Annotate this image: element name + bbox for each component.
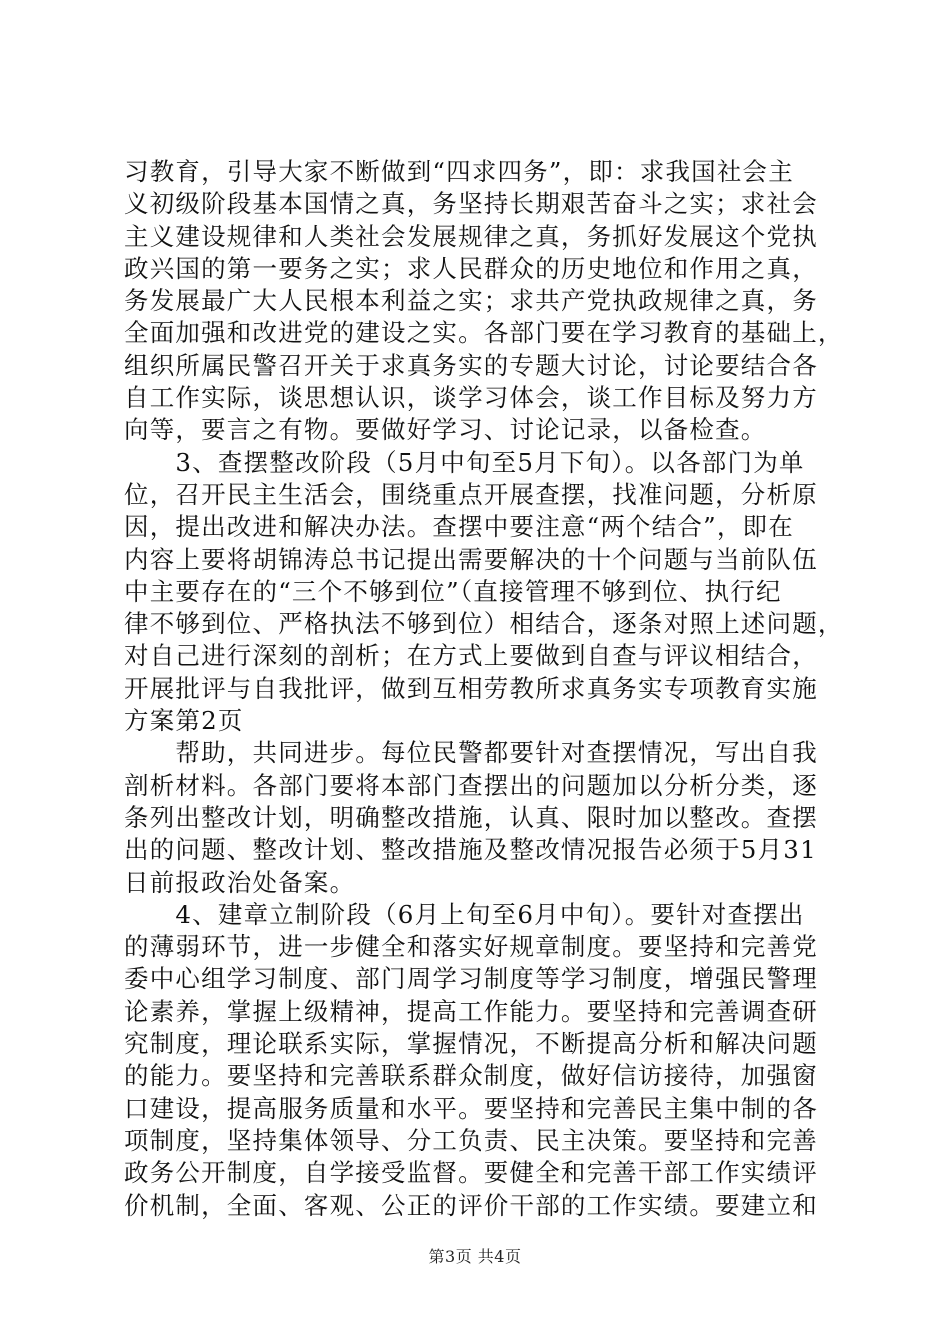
text-line: 对自己进行深刻的剖析；在方式上要做到自查与评议相结合， xyxy=(124,641,818,671)
text-line: 主义建设规律和人类社会发展规律之真，务抓好发展这个党执 xyxy=(124,221,818,251)
text-line: 向等，要言之有物。要做好学习、讨论记录，以备检查。 xyxy=(124,415,767,445)
text-line: 务发展最广大人民根本利益之实；求共产党执政规律之真，务 xyxy=(124,286,818,316)
text-line: 自工作实际，谈思想认识，谈学习体会，谈工作目标及努力方 xyxy=(124,383,818,413)
text-line: 开展批评与自我批评，做到互相劳教所求真务实专项教育实施 xyxy=(124,673,818,703)
page-footer: 第3页 共4页 xyxy=(428,1247,522,1266)
text-line: 究制度，理论联系实际，掌握情况，不断提高分析和解决问题 xyxy=(124,1029,818,1059)
text-line: 政兴国的第一要务之实；求人民群众的历史地位和作用之真， xyxy=(124,253,818,283)
text-line: 组织所属民警召开关于求真务实的专题大讨论，讨论要结合各 xyxy=(124,350,818,380)
text-line: 4、建章立制阶段（6月上旬至6月中旬）。要针对查摆出 xyxy=(124,899,805,929)
text-line: 因，提出改进和解决办法。查摆中要注意“两个结合”，即在 xyxy=(124,512,794,542)
text-line: 口建设，提高服务质量和水平。要坚持和完善民主集中制的各 xyxy=(124,1093,818,1123)
text-line: 的能力。要坚持和完善联系群众制度，做好信访接待，加强窗 xyxy=(124,1061,818,1091)
text-line: 论素养，掌握上级精神，提高工作能力。要坚持和完善调查研 xyxy=(124,996,818,1026)
text-line: 价机制，全面、客观、公正的评价干部的工作实绩。要建立和 xyxy=(124,1190,818,1220)
text-line: 内容上要将胡锦涛总书记提出需要解决的十个问题与当前队伍 xyxy=(124,544,818,574)
text-line: 义初级阶段基本国情之真，务坚持长期艰苦奋斗之实；求社会 xyxy=(124,189,818,219)
text-line: 方案第2页 xyxy=(124,706,244,736)
text-line: 项制度，坚持集体领导、分工负责、民主决策。要坚持和完善 xyxy=(124,1125,818,1155)
text-line: 3、查摆整改阶段（5月中旬至5月下旬）。以各部门为单 xyxy=(124,447,805,477)
text-line: 律不够到位、严格执法不够到位）相结合，逐条对照上述问题， xyxy=(124,609,844,639)
text-line: 帮助，共同进步。每位民警都要针对查摆情况，写出自我 xyxy=(124,738,818,768)
text-line: 日前报政治处备案。 xyxy=(124,867,356,897)
text-line: 委中心组学习制度、部门周学习制度等学习制度，增强民警理 xyxy=(124,964,818,994)
text-line: 位，召开民主生活会，围绕重点开展查摆，找准问题，分析原 xyxy=(124,479,818,509)
document-body xyxy=(124,156,844,1222)
text-line: 政务公开制度，自学接受监督。要健全和完善干部工作实绩评 xyxy=(124,1158,818,1188)
text-line: 剖析材料。各部门要将本部门查摆出的问题加以分析分类，逐 xyxy=(124,770,818,800)
text-line: 中主要存在的“三个不够到位”（直接管理不够到位、执行纪 xyxy=(124,576,782,606)
text-line: 的薄弱环节，进一步健全和落实好规章制度。要坚持和完善党 xyxy=(124,932,818,962)
text-line: 全面加强和改进党的建设之实。各部门要在学习教育的基础上， xyxy=(124,318,844,348)
text-line: 条列出整改计划，明确整改措施，认真、限时加以整改。查摆 xyxy=(124,802,818,832)
text-line: 出的问题、整改计划、整改措施及整改情况报告必须于5月31 xyxy=(124,835,817,865)
text-line: 习教育，引导大家不断做到“四求四务”，即：求我国社会主 xyxy=(124,157,794,186)
